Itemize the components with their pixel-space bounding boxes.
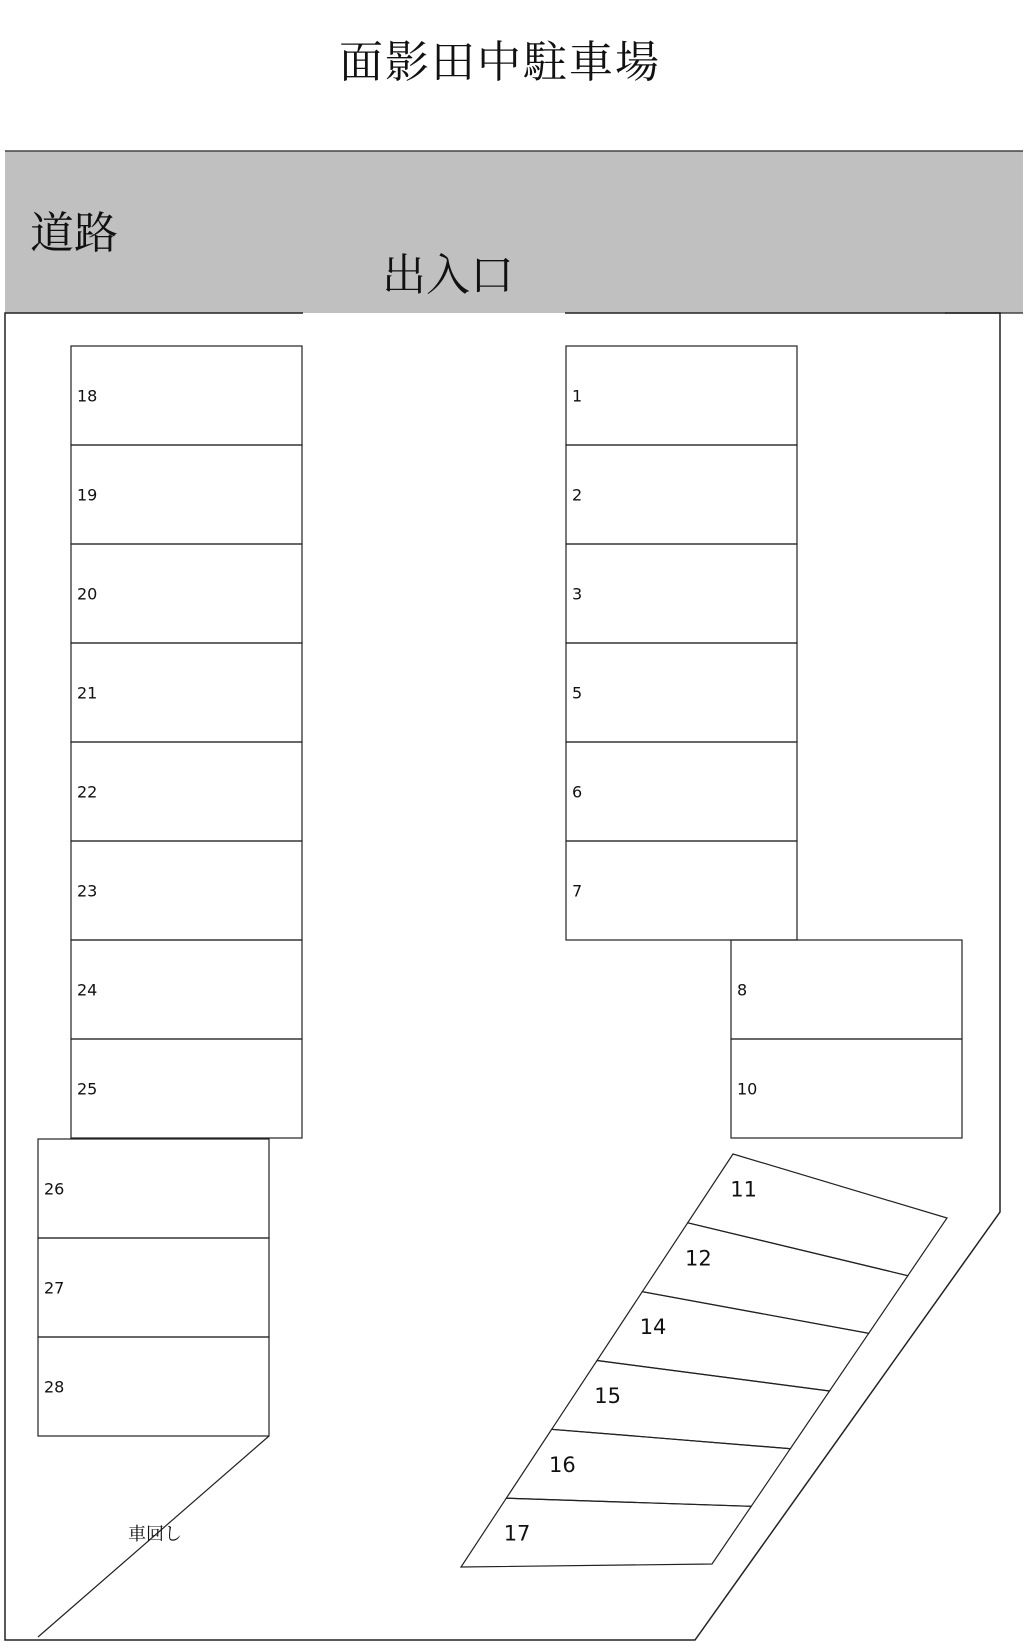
- parking-space-22: [71, 742, 302, 841]
- parking-space-14: [597, 1292, 869, 1391]
- parking-space-7: [566, 841, 797, 940]
- space-number-21: 21: [77, 683, 98, 703]
- parking-space-10: [731, 1039, 962, 1138]
- parking-space-27: [38, 1238, 269, 1337]
- space-number-28: 28: [44, 1377, 65, 1397]
- space-number-16: 16: [549, 1452, 576, 1477]
- space-number-6: 6: [572, 782, 583, 802]
- space-number-25: 25: [77, 1079, 98, 1099]
- space-number-11: 11: [730, 1177, 758, 1202]
- page-title: 面影田中駐車場: [339, 37, 661, 88]
- space-number-1: 1: [572, 386, 583, 406]
- space-number-27: 27: [44, 1278, 65, 1298]
- parking-space-11: [688, 1154, 947, 1276]
- parking-space-2: [566, 445, 797, 544]
- space-number-22: 22: [77, 782, 98, 802]
- road-label: 道路: [30, 208, 118, 259]
- road-area: [5, 151, 1023, 313]
- parking-space-25: [71, 1039, 302, 1138]
- parking-space-20: [71, 544, 302, 643]
- turnaround-label: 車回し: [128, 1524, 182, 1545]
- space-number-19: 19: [77, 485, 98, 505]
- space-number-20: 20: [77, 584, 98, 604]
- parking-space-23: [71, 841, 302, 940]
- space-number-24: 24: [77, 980, 98, 1000]
- space-number-26: 26: [44, 1179, 65, 1199]
- parking-space-24: [71, 940, 302, 1039]
- parking-space-1: [566, 346, 797, 445]
- space-number-14: 14: [639, 1315, 667, 1340]
- space-number-15: 15: [594, 1383, 622, 1408]
- space-number-5: 5: [572, 683, 583, 703]
- space-number-18: 18: [77, 386, 98, 406]
- space-number-7: 7: [572, 881, 583, 901]
- space-number-2: 2: [572, 485, 583, 505]
- parking-space-19: [71, 445, 302, 544]
- parking-space-6: [566, 742, 797, 841]
- parking-space-18: [71, 346, 302, 445]
- space-number-10: 10: [737, 1079, 758, 1099]
- parking-space-3: [566, 544, 797, 643]
- space-number-17: 17: [503, 1521, 531, 1546]
- space-number-12: 12: [685, 1246, 712, 1271]
- space-number-8: 8: [737, 980, 748, 1000]
- lot-boundary: [5, 313, 1000, 1640]
- parking-space-28: [38, 1337, 269, 1436]
- parking-space-12: [642, 1223, 908, 1334]
- parking-space-5: [566, 643, 797, 742]
- entrance-label: 出入口: [382, 250, 514, 301]
- space-number-23: 23: [77, 881, 98, 901]
- space-number-3: 3: [572, 584, 583, 604]
- parking-space-21: [71, 643, 302, 742]
- parking-space-8: [731, 940, 962, 1039]
- parking-space-26: [38, 1139, 269, 1238]
